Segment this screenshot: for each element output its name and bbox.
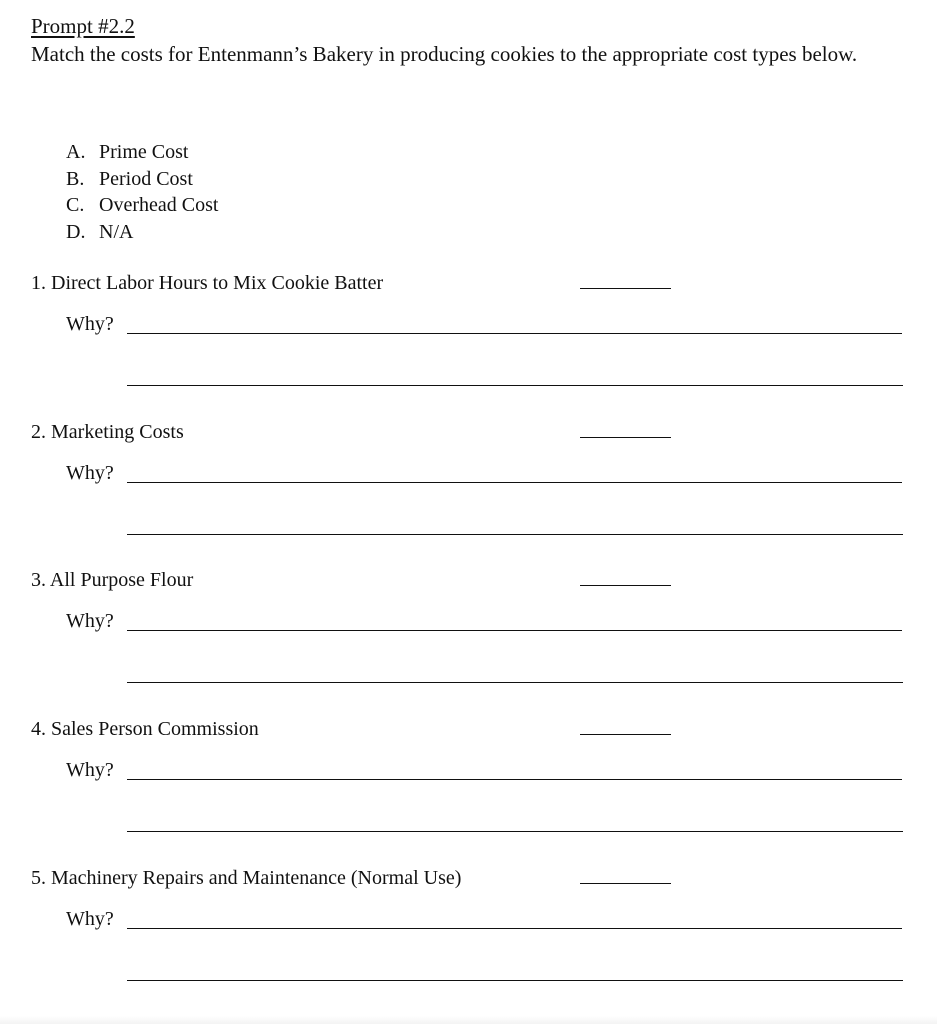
why-answer-line[interactable] [127, 980, 903, 981]
why-label: Why? [66, 610, 114, 632]
cost-type-options [66, 139, 218, 245]
option-letter: B. [66, 167, 85, 190]
question-label: 4. Sales Person Commission [31, 718, 259, 740]
why-label: Why? [66, 462, 114, 484]
answer-blank[interactable] [580, 585, 671, 586]
question-3 [31, 567, 911, 697]
option-item [66, 219, 218, 246]
option-letter: A. [66, 141, 86, 163]
prompt-instructions: Match the costs for Entenmann’s Bakery in producing cookies to the appropriate cost types below. [31, 42, 858, 66]
question-1 [31, 270, 911, 400]
question-label: 1. Direct Labor Hours to Mix Cookie Batter [31, 272, 384, 294]
option-letter: D. [66, 220, 86, 243]
option-label: Prime Cost [99, 141, 189, 163]
answer-blank[interactable] [580, 437, 671, 438]
question-label: 3. All Purpose Flour [31, 569, 194, 591]
answer-blank[interactable] [580, 288, 671, 289]
question-4 [31, 716, 911, 846]
why-answer-line[interactable] [127, 682, 903, 683]
why-label: Why? [66, 313, 114, 335]
answer-blank[interactable] [580, 883, 671, 884]
why-answer-line[interactable] [127, 333, 902, 334]
why-answer-line[interactable] [127, 482, 902, 483]
option-item [66, 139, 218, 166]
why-answer-line[interactable] [127, 385, 903, 386]
why-answer-line[interactable] [127, 534, 903, 535]
option-label: Overhead Cost [99, 194, 219, 216]
option-letter: C. [66, 194, 85, 216]
why-answer-line[interactable] [127, 630, 902, 631]
option-item [66, 192, 218, 219]
why-answer-line[interactable] [127, 928, 902, 929]
why-label: Why? [66, 908, 114, 930]
page-bottom-edge [0, 1016, 937, 1024]
answer-blank[interactable] [580, 734, 671, 735]
question-label: 5. Machinery Repairs and Maintenance (Normal Use) [31, 867, 462, 889]
option-label: Period Cost [99, 167, 193, 190]
why-label: Why? [66, 759, 114, 781]
question-2 [31, 419, 911, 549]
prompt-title: Prompt #2.2 [31, 14, 135, 38]
option-item [66, 166, 218, 193]
why-answer-line[interactable] [127, 779, 902, 780]
option-label: N/A [99, 220, 134, 243]
question-label: 2. Marketing Costs [31, 421, 184, 443]
question-5 [31, 865, 911, 995]
why-answer-line[interactable] [127, 831, 903, 832]
